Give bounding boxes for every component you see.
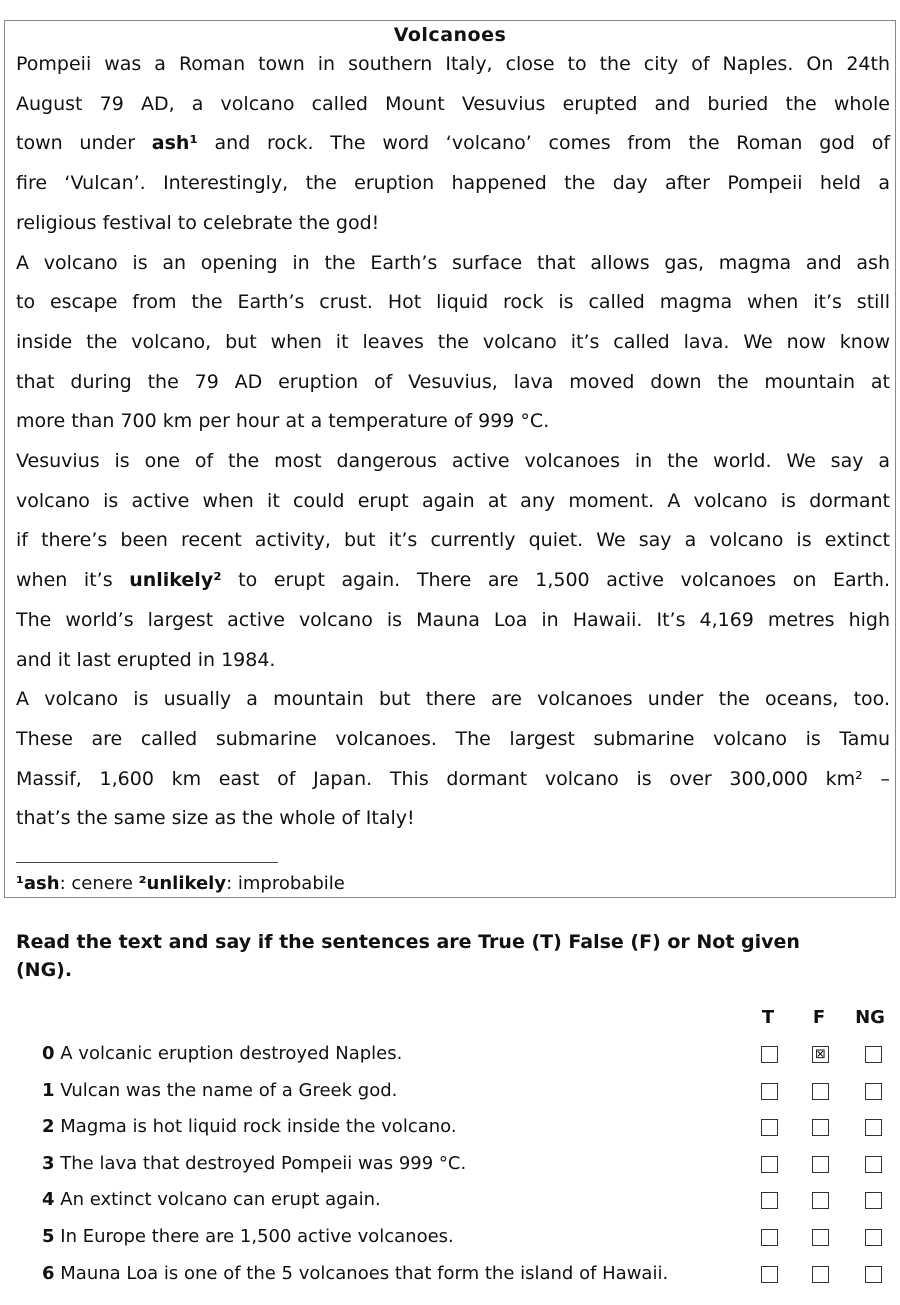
glossary-word: ash¹ (151, 132, 198, 154)
item-statement: Mauna Loa is one of the 5 volcanoes that form the island of Hawaii. (60, 1263, 669, 1284)
item-number: 0 (42, 1043, 55, 1064)
column-header-not-given: NG (855, 1007, 885, 1028)
column-header-true: T (761, 1007, 775, 1028)
checkbox-ng[interactable] (865, 1229, 882, 1246)
footnote-mark: ² (138, 873, 147, 894)
text-line: The world’s largest active volcano is Mauna Loa in Hawaii. It’s 4,169 metres high (16, 609, 890, 631)
item-statement: An extinct volcano can erupt again. (60, 1189, 381, 1210)
text-line: fire ‘Vulcan’. Interestingly, the eruption happened the day after Pompeii held a (16, 172, 890, 194)
checkbox-t[interactable] (761, 1192, 778, 1209)
exercise-item (42, 1152, 466, 1176)
item-number: 1 (42, 1080, 55, 1101)
checkbox-t[interactable] (761, 1156, 778, 1173)
glossary-word: unlikely² (129, 569, 222, 591)
checkbox-t[interactable] (761, 1119, 778, 1136)
checkbox-f[interactable] (812, 1229, 829, 1246)
checkbox-f[interactable] (812, 1156, 829, 1173)
footnote-word: unlikely (146, 873, 227, 894)
checkbox-f[interactable] (812, 1192, 829, 1209)
checkbox-t[interactable] (761, 1046, 778, 1063)
text-line: A volcano is an opening in the Earth’s surface that allows gas, magma and ash (16, 252, 890, 274)
footnote-translation: : cenere (59, 873, 139, 894)
checkbox-f[interactable]: ⊠ (812, 1046, 829, 1063)
checkbox-f[interactable] (812, 1119, 829, 1136)
checkbox-ng[interactable] (865, 1266, 882, 1283)
exercise-item (42, 1042, 402, 1066)
exercise-instructions: Read the text and say if the sentences are True (T) False (F) or Not given (NG). (16, 931, 800, 981)
checkbox-ng[interactable] (865, 1046, 882, 1063)
text-title: Volcanoes (393, 24, 507, 46)
text-line: to escape from the Earth’s crust. Hot liquid rock is called magma when it’s still (16, 291, 890, 313)
text-line: A volcano is usually a mountain but there are volcanoes under the oceans, too. (16, 688, 890, 710)
item-statement: Vulcan was the name of a Greek god. (60, 1080, 398, 1101)
item-statement: In Europe there are 1,500 active volcanoes. (60, 1226, 454, 1247)
text-line: inside the volcano, but when it leaves the volcano it’s called lava. We now know (16, 331, 890, 353)
footnote-mark: ¹ (16, 873, 24, 894)
item-statement: Magma is hot liquid rock inside the volcano. (60, 1116, 457, 1137)
footnote-rule (16, 862, 278, 863)
text-line: that’s the same size as the whole of Italy! (16, 807, 415, 829)
text-line: and it last erupted in 1984. (16, 649, 276, 671)
text-segment: when it’s (16, 569, 130, 591)
text-segment: town under (16, 132, 152, 154)
text-line: more than 700 km per hour at a temperature of 999 °C. (16, 410, 550, 432)
footnote-word: ash (23, 873, 60, 894)
text-line (16, 131, 890, 155)
exercise-item (42, 1188, 381, 1212)
text-line: Massif, 1,600 km east of Japan. This dormant volcano is over 300,000 km² – (16, 768, 890, 790)
footnote-translation: : improbabile (226, 873, 345, 894)
text-line: Vesuvius is one of the most dangerous active volcanoes in the world. We say a (16, 450, 890, 472)
item-number: 2 (42, 1116, 55, 1137)
item-statement: The lava that destroyed Pompeii was 999 °C. (60, 1153, 467, 1174)
checkbox-ng[interactable] (865, 1083, 882, 1100)
text-line: Pompeii was a Roman town in southern Italy, close to the city of Naples. On 24th (16, 53, 890, 75)
text-segment: to erupt again. There are 1,500 active volcanoes on Earth. (221, 569, 890, 591)
exercise-item (42, 1115, 457, 1139)
text-line: These are called submarine volcanoes. The largest submarine volcano is Tamu (16, 728, 890, 750)
checkbox-ng[interactable] (865, 1156, 882, 1173)
checkbox-t[interactable] (761, 1083, 778, 1100)
item-number: 3 (42, 1153, 55, 1174)
item-number: 5 (42, 1226, 55, 1247)
text-line: that during the 79 AD eruption of Vesuvius, lava moved down the mountain at (16, 371, 890, 393)
item-statement: A volcanic eruption destroyed Naples. (60, 1043, 403, 1064)
checkbox-t[interactable] (761, 1229, 778, 1246)
column-header-false: F (812, 1007, 826, 1028)
item-number: 4 (42, 1189, 55, 1210)
text-line (16, 568, 890, 592)
footnotes (16, 872, 345, 896)
checkbox-t[interactable] (761, 1266, 778, 1283)
exercise-item (42, 1262, 668, 1286)
exercise-item (42, 1225, 454, 1249)
text-line: religious festival to celebrate the god! (16, 212, 380, 234)
item-number: 6 (42, 1263, 55, 1284)
text-line: if there’s been recent activity, but it’s currently quiet. We say a volcano is extinct (16, 529, 890, 551)
text-segment: and rock. The word ‘volcano’ comes from the Roman god of (197, 132, 891, 154)
checkbox-f[interactable] (812, 1083, 829, 1100)
checkbox-ng[interactable] (865, 1192, 882, 1209)
text-line: August 79 AD, a volcano called Mount Vesuvius erupted and buried the whole (16, 93, 890, 115)
checkbox-f[interactable] (812, 1266, 829, 1283)
exercise-item (42, 1079, 397, 1103)
text-line: volcano is active when it could erupt again at any moment. A volcano is dormant (16, 490, 890, 512)
checkbox-ng[interactable] (865, 1119, 882, 1136)
